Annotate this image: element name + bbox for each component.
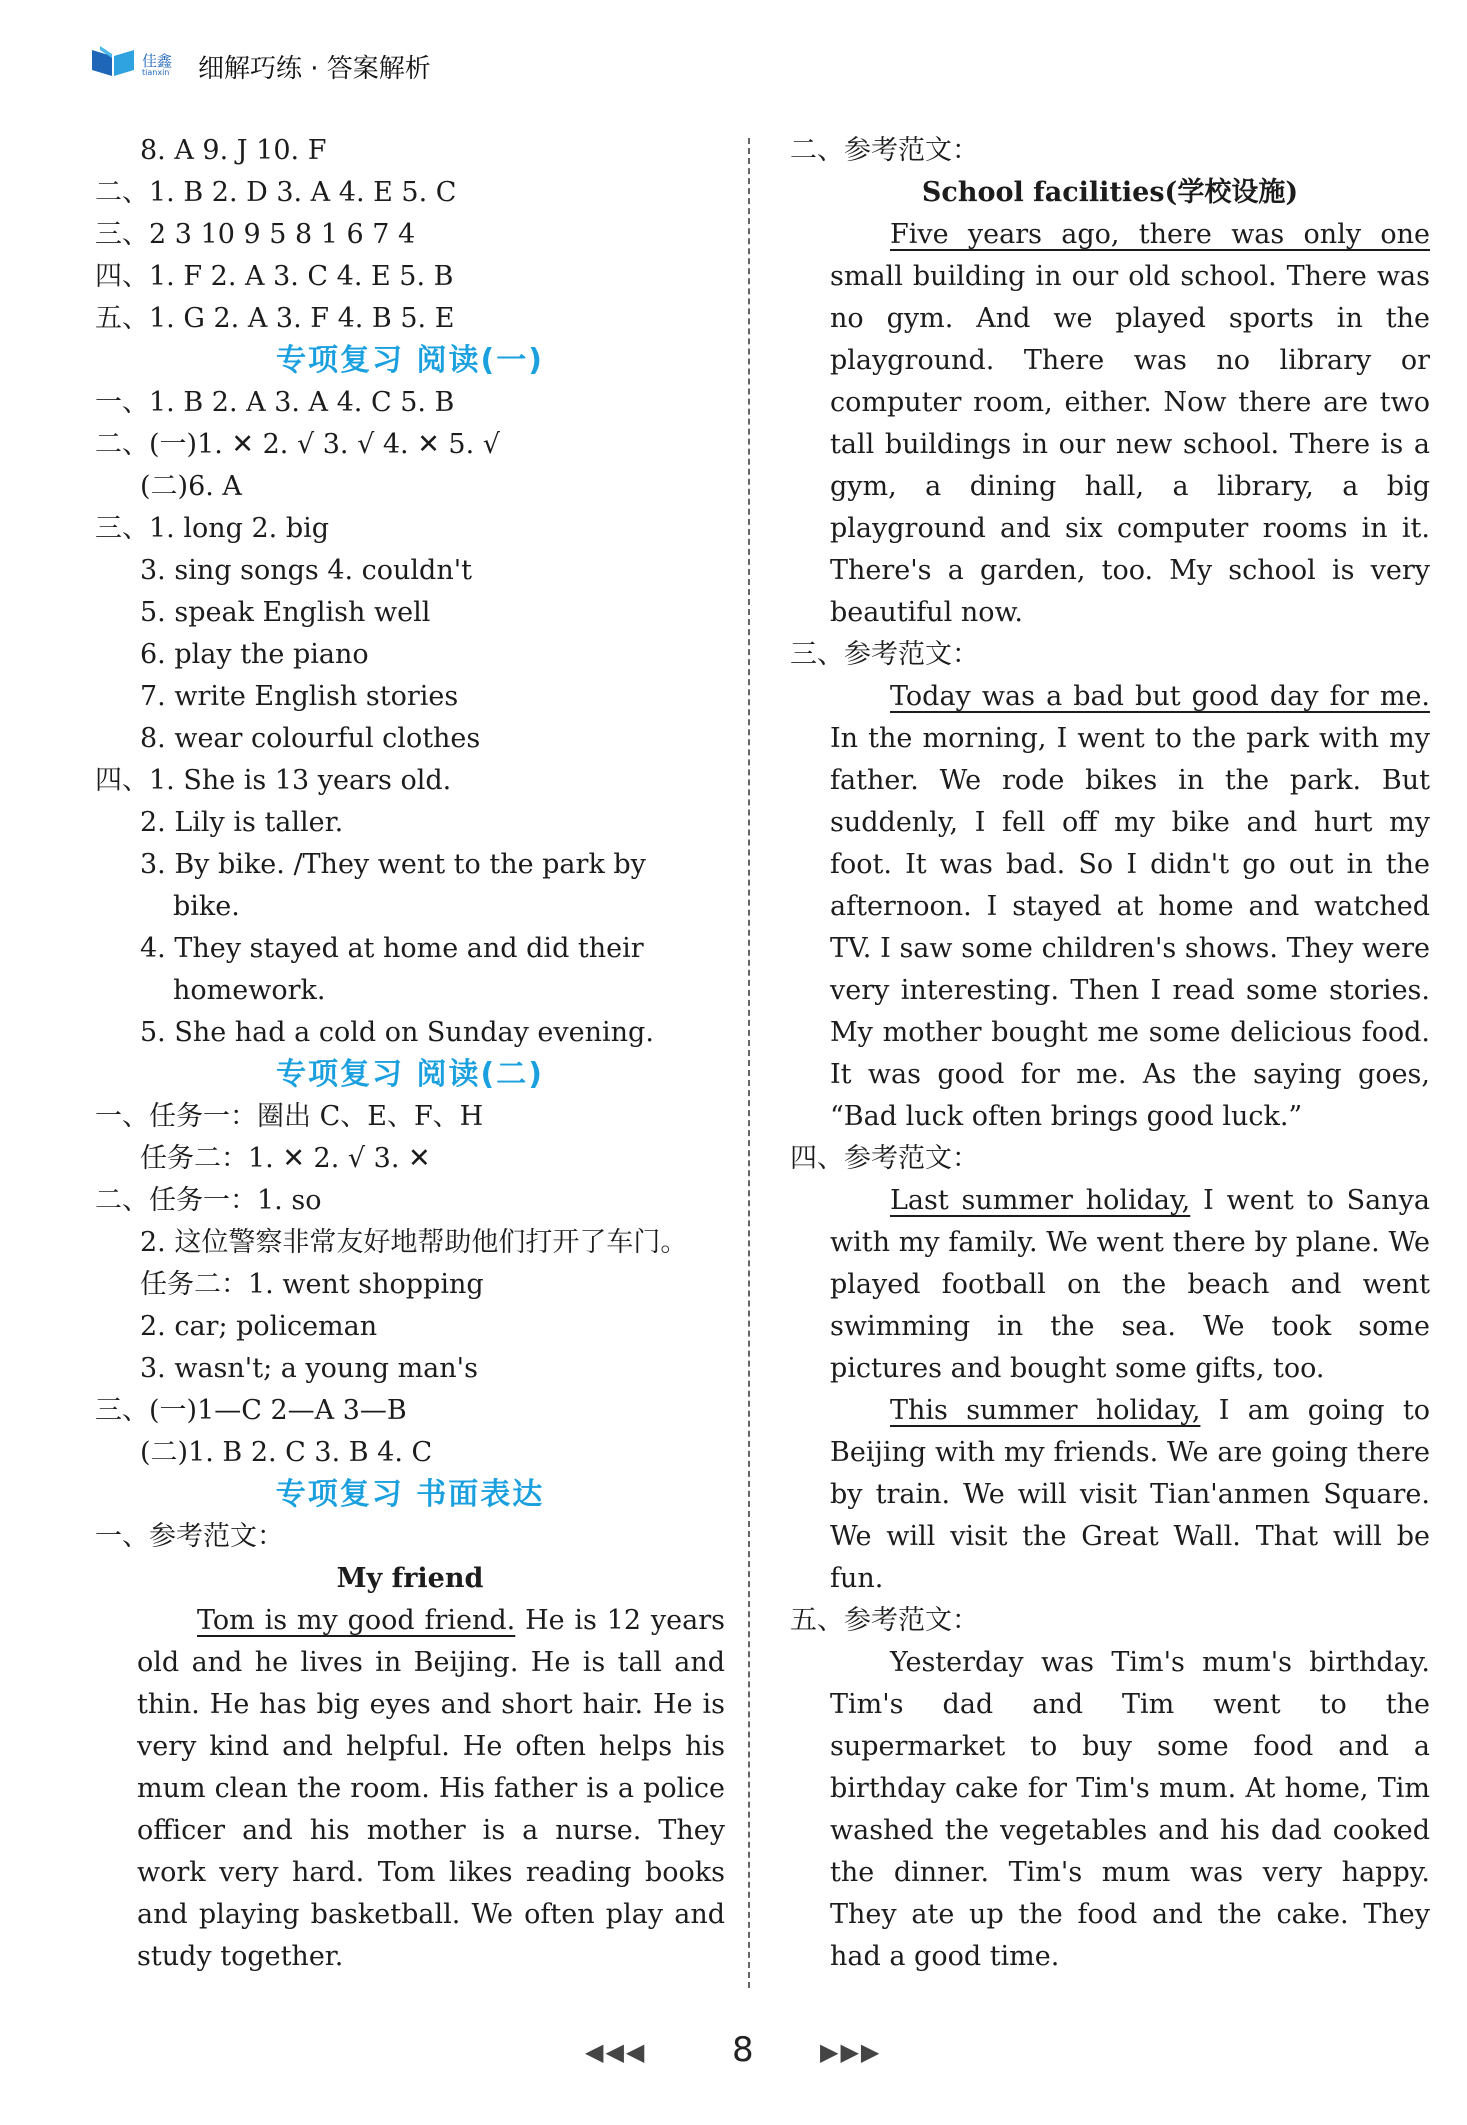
right-column <box>790 130 1430 1978</box>
essay-label: 一、参考范文： <box>95 1521 284 1552</box>
essay-body: Yesterday was Tim's mum's birthday. Tim's dad and Tim went to the supermarket to buy some food and a birthday cake for Tim's mum. At home, Tim washed the vegetables and his dad cooked the dinner. Tim's mum was very happy. They ate up the food and the cake. They had a good time. <box>830 1647 1430 1972</box>
essay-text: I went to Sanya with my family. We went there by plane. We played football on the beach and went swimming in the sea. We took some pictures and bought some gifts, too. <box>830 1185 1430 1384</box>
essay-underline: Today was a bad but good day for me. <box>890 681 1430 712</box>
answer-line: bike. <box>173 891 240 922</box>
essay-underline: Last summer holiday, <box>890 1185 1191 1216</box>
essay-body <box>790 1390 1430 1600</box>
answer-line: (二)1. B 2. C 3. B 4. C <box>140 1437 433 1468</box>
answer-line: 2. 这位警察非常友好地帮助他们打开了车门。 <box>140 1227 688 1258</box>
answer-line: 五、1. G 2. A 3. F 4. B 5. E <box>95 303 455 334</box>
answer-line: 3. wasn't; a young man's <box>140 1353 478 1384</box>
answer-line: 四、1. She is 13 years old. <box>95 765 452 796</box>
answer-line: 三、(一)1—C 2—A 3—B <box>95 1395 407 1426</box>
essay-label: 三、参考范文： <box>790 639 979 670</box>
essay-text: He is 12 years old and he lives in Beijing. He is tall and thin. He has big eyes and short hair. He is very kind and helpful. He often helps his mum clean the room. His father is a police officer and his mother is a nurse. They work very hard. Tom likes reading books and playing basketball. We often play and study together. <box>137 1605 725 1972</box>
essay-body <box>95 1600 725 1978</box>
answer-line: 一、任务一：圈出 C、E、F、H <box>95 1101 484 1132</box>
prev-arrows-icon: ◀◀◀ <box>585 2038 647 2066</box>
essay-underline: Five years ago, there was only one <box>890 219 1430 250</box>
answer-line: 三、2 3 10 9 5 8 1 6 7 4 <box>95 219 416 250</box>
essay-body <box>790 214 1430 634</box>
section-title-reading-1: 专项复习 阅读(一) <box>276 343 544 378</box>
essay-label: 五、参考范文： <box>790 1605 979 1636</box>
essay-text: In the morning, I went to the park with my father. We rode bikes in the park. But suddenly, I fell off my bike and hurt my foot. It was bad. So I didn't go out in the afternoon. I stayed at home and watched TV. I saw some children's shows. They were very interesting. Then I read some stories. My mother bought me some delicious food. It was good for me. As the saying goes, “Bad luck often brings good luck.” <box>830 723 1430 1132</box>
answer-line: 3. sing songs 4. couldn't <box>140 555 473 586</box>
page-header <box>90 44 590 84</box>
essay-label: 二、参考范文： <box>790 135 979 166</box>
answer-line: 4. They stayed at home and did their <box>140 933 644 964</box>
essay-title: School facilities(学校设施) <box>921 177 1299 208</box>
answer-line: homework. <box>173 975 326 1006</box>
answer-line: 3. By bike. /They went to the park by <box>140 849 646 880</box>
section-title-writing: 专项复习 书面表达 <box>275 1477 545 1512</box>
essay-underline: Tom is my good friend. <box>197 1605 516 1636</box>
answer-line: 二、任务一：1. so <box>95 1185 322 1216</box>
answer-line: 一、1. B 2. A 3. A 4. C 5. B <box>95 387 455 418</box>
essay-title: My friend <box>336 1563 484 1594</box>
answer-line: 5. speak English well <box>140 597 431 628</box>
answer-line: 任务二：1. ✕ 2. √ 3. ✕ <box>140 1143 431 1174</box>
brand-name-en: tianxin <box>142 68 170 77</box>
answer-line: 二、1. B 2. D 3. A 4. E 5. C <box>95 177 457 208</box>
essay-text: I am going to Beijing with my friends. We are going there by train. We will visit Tian'anmen Square. We will visit the Great Wall. That will be fun. <box>830 1395 1430 1594</box>
essay-label: 四、参考范文： <box>790 1143 979 1174</box>
section-title-reading-2: 专项复习 阅读(二) <box>276 1057 544 1092</box>
answer-line: 四、1. F 2. A 3. C 4. E 5. B <box>95 261 454 292</box>
essay-underline: This summer holiday, <box>890 1395 1201 1426</box>
essay-text: small building in our old school. There was no gym. And we played sports in the playground. There was no library or computer room, either. Now there are two tall buildings in our new school. There is a gym, a dining hall, a library, a big playground and six computer rooms in it. There's a garden, too. My school is very beautiful now. <box>830 261 1430 628</box>
left-column <box>95 130 725 1978</box>
answer-line: 8. wear colourful clothes <box>140 723 481 754</box>
page-footer <box>0 2030 1467 2080</box>
answer-line: (二)6. A <box>140 471 242 502</box>
answer-line: 三、1. long 2. big <box>95 513 330 544</box>
answer-line: 7. write English stories <box>140 681 459 712</box>
answer-line: 5. She had a cold on Sunday evening. <box>140 1017 654 1048</box>
answer-line: 任务二：1. went shopping <box>140 1269 484 1300</box>
answer-line: 二、(一)1. ✕ 2. √ 3. √ 4. ✕ 5. √ <box>95 429 500 460</box>
next-arrows-icon: ▶▶▶ <box>820 2038 882 2066</box>
answer-line: 8. A 9. J 10. F <box>140 135 327 166</box>
essay-body <box>790 1180 1430 1390</box>
header-title: 细解巧练 · 答案解析 <box>198 54 431 84</box>
page-number: 8 <box>732 2030 754 2070</box>
brand-name: 佳鑫 <box>142 52 173 70</box>
essay-body <box>790 676 1430 1138</box>
answer-line: 2. car; policeman <box>140 1311 378 1342</box>
answer-line: 2. Lily is taller. <box>140 807 344 838</box>
column-divider <box>748 138 750 1988</box>
answer-line: 6. play the piano <box>140 639 369 670</box>
book-logo-icon <box>90 44 136 78</box>
